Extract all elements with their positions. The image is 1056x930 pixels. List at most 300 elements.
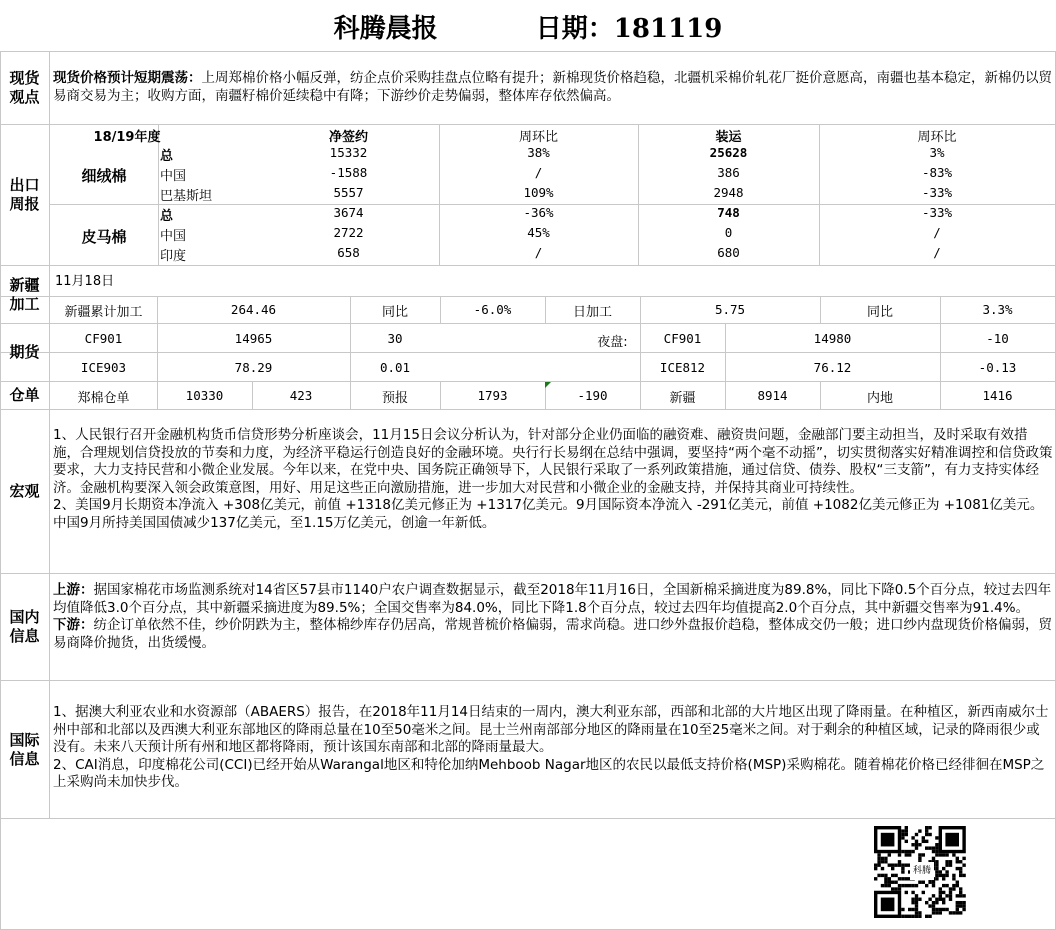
qr-module [932, 846, 935, 849]
qr-module [911, 908, 914, 911]
export-cell-net-wow: 45% [527, 225, 550, 240]
domestic-upstream [53, 582, 1053, 617]
qr-module [898, 877, 901, 880]
qr-module [962, 857, 965, 860]
qr-module [939, 853, 942, 856]
qr-module [956, 881, 959, 884]
section-futures-label: 期货 [9, 343, 40, 361]
qr-module [952, 877, 955, 880]
qr-module [939, 891, 942, 894]
section-xinjiang [0, 266, 49, 323]
forecast-change: -190 [577, 388, 608, 403]
qr-module [959, 904, 962, 907]
qr-module [915, 904, 918, 907]
export-cell-net-wow: / [534, 165, 543, 180]
qr-module [956, 857, 959, 860]
qr-module [891, 863, 894, 866]
xinjiang-daily-value: 5.75 [714, 302, 746, 317]
qr-module [956, 911, 959, 914]
qr-module [905, 853, 908, 856]
section-spot [0, 52, 49, 124]
qr-module [898, 860, 901, 863]
qr-module [939, 898, 942, 901]
qr-module [905, 877, 908, 880]
domestic-text [53, 582, 1053, 652]
qr-module [881, 884, 884, 887]
export-cell-ship-wow: -83% [921, 165, 953, 180]
qr-module [928, 833, 931, 836]
qr-module [898, 887, 901, 890]
qr-module [901, 867, 904, 870]
qr-module [956, 908, 959, 911]
futures-cell-d2: -0.13 [978, 360, 1017, 375]
qr-module [915, 911, 918, 914]
section-export [0, 125, 49, 265]
export-cell-ship: 2948 [713, 185, 744, 200]
qr-module [945, 908, 948, 911]
qr-module [898, 884, 901, 887]
qr-module [956, 894, 959, 897]
qr-module [911, 850, 914, 853]
qr-module [935, 836, 938, 839]
qr-module [918, 881, 921, 884]
export-header-ship-wow: 周环比 [917, 130, 957, 145]
qr-module [874, 877, 877, 880]
export-cell-country: 印度 [160, 249, 187, 264]
qr-module [939, 887, 942, 890]
qr-module [911, 898, 914, 901]
futures-cell-d2: -10 [986, 331, 1009, 346]
qr-module [932, 850, 935, 853]
qr-module [942, 877, 945, 880]
section-export-label: 出口 周报 [9, 176, 40, 213]
qr-module [877, 857, 880, 860]
qr-module [915, 846, 918, 849]
qr-module [915, 915, 918, 918]
export-header-net-wow: 周环比 [518, 130, 558, 145]
qr-module [905, 891, 908, 894]
qr-module [945, 863, 948, 866]
qr-module [905, 850, 908, 853]
qr-module [945, 884, 948, 887]
qr-module [901, 877, 904, 880]
qr-module [935, 850, 938, 853]
qr-module [949, 887, 952, 890]
qr-module [884, 881, 887, 884]
macro-text [53, 427, 1053, 533]
qr-module [935, 877, 938, 880]
qr-module [949, 911, 952, 914]
qr-module [901, 908, 904, 911]
qr-module [925, 884, 928, 887]
qr-module [932, 908, 935, 911]
export-cell-ship: 680 [717, 245, 740, 260]
qr-module [932, 857, 935, 860]
qr-module [939, 874, 942, 877]
qr-module [881, 867, 884, 870]
qr-module [935, 843, 938, 846]
international-paragraph-1: 1、据澳大利亚农业和水资源部（ABAERS）报告，在2018年11月14日结束的一周内，澳大利亚东部，西部和北部的大片地区出现了降雨量。在种植区，新西南威尔士州中部和北部以及西澳大利亚东部地区的降雨总量在10至50毫米之间。昆士兰州南部部分地区的降雨量在10至25毫米之间。对于剩余的种植区域，记录的降雨很少或没有。未来八天预计所有州和地区都将降雨，预计该国东南部和北部的降雨量最大。 [53, 704, 1049, 756]
export-cell-net-wow: -36% [523, 205, 554, 220]
qr-module [945, 870, 948, 873]
spot-view-lead: 现货价格预计短期震荡： [53, 70, 202, 86]
group-name-upland: 细绒棉 [81, 167, 127, 185]
qr-module [894, 863, 897, 866]
futures-cell-c1: ICE903 [80, 360, 127, 375]
qr-module [945, 874, 948, 877]
qr-module [918, 857, 921, 860]
qr-module [877, 853, 880, 856]
section-warehouse [0, 382, 49, 409]
xinjiang-cum-value: 264.46 [230, 302, 277, 317]
futures-cell-d1: 30 [387, 331, 403, 346]
qr-module [952, 887, 955, 890]
qr-module [898, 863, 901, 866]
qr-module [918, 915, 921, 918]
qr-module [949, 891, 952, 894]
qr-module [935, 874, 938, 877]
qr-module [905, 915, 908, 918]
qr-module [949, 863, 952, 866]
section-domestic-label: 国内 信息 [9, 608, 40, 645]
qr-module [932, 884, 935, 887]
qr-module [959, 894, 962, 897]
forecast-value: 1793 [477, 388, 508, 403]
qr-module [918, 829, 921, 832]
qr-module [935, 870, 938, 873]
qr-module [928, 826, 931, 829]
qr-module [952, 853, 955, 856]
qr-module [922, 853, 925, 856]
qr-module [915, 898, 918, 901]
qr-module [915, 908, 918, 911]
qr-module [888, 863, 891, 866]
futures-cell-p1: 78.29 [234, 360, 273, 375]
qr-module [911, 901, 914, 904]
futures-cell-p2: 14980 [813, 331, 852, 346]
qr-module [918, 853, 921, 856]
qr-module [911, 843, 914, 846]
qr-module [928, 915, 931, 918]
qr-module [932, 904, 935, 907]
qr-module [939, 894, 942, 897]
qr-module [959, 870, 962, 873]
qr-module [888, 853, 891, 856]
qr-module [891, 881, 894, 884]
xinjiang-receipt-value: 8914 [757, 388, 788, 403]
international-text [53, 704, 1053, 792]
qr-module [905, 833, 908, 836]
qr-module [935, 911, 938, 914]
futures-cell-c2: CF901 [663, 331, 702, 346]
qr-module [884, 860, 887, 863]
qr-module [905, 829, 908, 832]
export-cell-ship-wow: / [933, 225, 941, 240]
qr-module [905, 826, 908, 829]
qr-module [884, 857, 887, 860]
qr-module [959, 911, 962, 914]
qr-module [905, 840, 908, 843]
xinjiang-receipt-label: 新疆 [669, 391, 696, 406]
export-cell-country: 总 [160, 209, 174, 224]
qr-module [888, 881, 891, 884]
qr-module [905, 884, 908, 887]
downstream-text: 纺企订单依然不佳，纱价阴跌为主，整体棉纱库存仍居高，常规普梳价格偏弱，需求尚稳。进口纱外盘报价趋稳，整体成交仍一般；进口纱内盘现货价格偏弱，贸易商降价抛货，出货缓慢。 [53, 617, 1052, 651]
inland-receipt-label: 内地 [866, 391, 893, 406]
qr-module [908, 850, 911, 853]
export-cell-net: -1588 [329, 165, 368, 180]
qr-module [881, 857, 884, 860]
qr-module [915, 840, 918, 843]
qr-module [949, 898, 952, 901]
qr-module [901, 850, 904, 853]
section-domestic [0, 574, 49, 680]
qr-module [874, 867, 877, 870]
qr-module [932, 901, 935, 904]
qr-module [942, 891, 945, 894]
qr-module [956, 904, 959, 907]
qr-module [942, 901, 945, 904]
qr-module [932, 881, 935, 884]
qr-module [877, 874, 880, 877]
qr-module [935, 853, 938, 856]
qr-module [942, 884, 945, 887]
xinjiang-daily-yoy-value: 3.3% [982, 302, 1013, 317]
qr-module [935, 863, 938, 866]
futures-cell-p1: 14965 [234, 331, 273, 346]
qr-module [918, 898, 921, 901]
qr-module [881, 860, 884, 863]
qr-module [877, 860, 880, 863]
export-header-ship: 装运 [715, 130, 742, 145]
export-cell-ship-wow: -33% [921, 185, 953, 200]
report-title [0, 8, 1056, 45]
qr-module [881, 898, 895, 912]
qr-module [949, 894, 952, 897]
qr-module [942, 874, 945, 877]
qr-module [874, 863, 877, 866]
qr-module [925, 829, 928, 832]
section-macro [0, 410, 49, 573]
qr-module [935, 901, 938, 904]
qr-module [898, 853, 901, 856]
qr-module [962, 904, 965, 907]
qr-module [884, 877, 887, 880]
qr-module [945, 853, 948, 856]
qr-module [894, 874, 897, 877]
futures-cell-c2: ICE812 [659, 360, 706, 375]
export-cell-net: 5557 [333, 185, 364, 200]
export-cell-net-wow: / [534, 245, 543, 260]
qr-module [911, 891, 914, 894]
export-cell-net: 2722 [333, 225, 364, 240]
qr-module [945, 833, 959, 847]
xinjiang-yoy-label: 同比 [381, 305, 408, 320]
qr-module [901, 833, 904, 836]
qr-module [925, 833, 928, 836]
xinjiang-yoy-value: -6.0% [473, 302, 512, 317]
qr-module [939, 908, 942, 911]
macro-paragraph-1: 1、人民银行召开金融机构货币信贷形势分析座谈会，11月15日会议分析认为，针对部分企业仍面临的融资难、融资贵问题，金融部门要主动担当，及时采取有效措施，合理规划信贷投放的节奏和力度，为经济平稳运行创造良好的金融环境。央行行长易纲在总结中强调，要坚持“两个毫不动摇”，切实贯彻落实好精准调控和信贷政策要求，大力支持民营和小微企业发展。今年以来，在党中央、国务院正确领导下，人民银行采取了一系列政策措施，通过信贷、债券、股权“三支箭”，有力支持实体经济。金融机构要深入领会政策意图，用好、用足这些正向激励措施，进一步加大对民营和小微企业的金融支持，并保持其商业可持续性。 [53, 427, 1053, 496]
qr-module [945, 894, 948, 897]
export-cell-ship: 0 [724, 225, 733, 240]
qr-module [925, 840, 928, 843]
qr-module [922, 891, 925, 894]
xinjiang-cum-label: 新疆累计加工 [64, 305, 143, 320]
qr-module [959, 887, 962, 890]
qr-module [928, 904, 931, 907]
export-cell-net: 658 [337, 245, 360, 260]
qr-module [942, 867, 945, 870]
qr-module [901, 863, 904, 866]
qr-module [915, 894, 918, 897]
qr-module [959, 901, 962, 904]
qr-module [939, 870, 942, 873]
qr-module [922, 881, 925, 884]
qr-module [901, 884, 904, 887]
export-header-net: 净签约 [328, 130, 368, 145]
qr-module [935, 867, 938, 870]
export-cell-net-wow: 38% [527, 145, 550, 160]
qr-module [962, 863, 965, 866]
qr-module [901, 915, 904, 918]
qr-module [918, 911, 921, 914]
qr-module [901, 829, 904, 832]
qr-module [911, 836, 914, 839]
qr-module [922, 840, 925, 843]
qr-module [959, 867, 962, 870]
section-spot-label: 现货 观点 [9, 69, 40, 106]
qr-module [962, 901, 965, 904]
qr-module [956, 884, 959, 887]
export-cell-country: 总 [160, 149, 174, 164]
qr-module [881, 833, 895, 847]
export-cell-ship: 748 [717, 205, 740, 220]
macro-paragraph-2: 2、美国9月长期资本净流入 +308亿美元，前值 +1318亿美元修正为 +1317亿美元。9月国际资本净流入 -291亿美元，前值 +1082亿美元修正为 +1081亿美元。中国9月所持美国国债减少137亿美元，至1.15万亿美元，创逾一年新低。 [53, 497, 1044, 531]
qr-module [908, 908, 911, 911]
xinjiang-date: 11月18日 [55, 274, 115, 289]
export-cell-country: 巴基斯坦 [160, 189, 213, 204]
qr-module [962, 894, 965, 897]
warehouse-value: 10330 [185, 388, 224, 403]
downstream-label: 下游： [53, 617, 94, 634]
qr-logo-caption: 科腾 [910, 862, 934, 880]
export-cell-ship: 25628 [709, 145, 748, 160]
qr-module [935, 898, 938, 901]
qr-module [925, 915, 928, 918]
qr-module [942, 908, 945, 911]
futures-cell-c1: CF901 [84, 331, 123, 346]
qr-module [952, 874, 955, 877]
warehouse-change: 423 [289, 388, 313, 403]
qr-module [949, 860, 952, 863]
export-cell-ship-wow: / [933, 245, 941, 260]
export-cell-net: 3674 [333, 205, 364, 220]
qr-module [915, 901, 918, 904]
title-text: 科腾晨报 [333, 14, 438, 44]
qr-module [884, 884, 887, 887]
forecast-label: 预报 [381, 391, 408, 406]
futures-cell-p2: 76.12 [813, 360, 852, 375]
qr-module [908, 884, 911, 887]
qr-module [945, 860, 948, 863]
inland-receipt-value: 1416 [982, 388, 1013, 403]
qr-module [908, 853, 911, 856]
xinjiang-daily-label: 日加工 [572, 305, 612, 320]
qr-module [891, 867, 894, 870]
qr-module [956, 867, 959, 870]
qr-module [956, 901, 959, 904]
qr-module [877, 863, 880, 866]
qr-module [891, 887, 894, 890]
qr-module [925, 826, 928, 829]
qr-module [962, 874, 965, 877]
export-cell-net-wow: 109% [523, 185, 554, 200]
qr-module [891, 874, 894, 877]
section-international [0, 681, 49, 818]
qr-module [942, 898, 945, 901]
qr-module [915, 843, 918, 846]
qr-module [932, 894, 935, 897]
export-cell-country: 中国 [160, 169, 187, 184]
qr-module [915, 884, 918, 887]
qr-module [894, 881, 897, 884]
qr-module [901, 836, 904, 839]
export-cell-net: 15332 [329, 145, 368, 160]
qr-module [935, 860, 938, 863]
qr-module [959, 860, 962, 863]
domestic-downstream [53, 617, 1053, 652]
group-name-pima: 皮马棉 [81, 228, 127, 246]
qr-module [894, 887, 897, 890]
qr-module [956, 860, 959, 863]
qr-module [915, 833, 918, 836]
qr-module [884, 874, 887, 877]
qr-module [935, 908, 938, 911]
futures-cell-d1: 0.01 [379, 360, 411, 375]
section-xinjiang-label: 新疆 加工 [9, 275, 40, 313]
qr-module [911, 884, 914, 887]
qr-module [881, 874, 884, 877]
export-cell-ship: 386 [717, 165, 740, 180]
qr-module [935, 846, 938, 849]
qr-module [925, 901, 928, 904]
qr-module [959, 874, 962, 877]
qr-module [942, 853, 945, 856]
spot-view-body: 上周郑棉价格小幅反弹，纺企点价采购挂盘点位略有提升；新棉现货价格趋稳，北疆机采棉价轧花厂挺价意愿高，南疆也基本稳定，新棉仍以贸易商交易为主；收购方面，南疆籽棉价延续稳中有降；下游纱价走势偏弱，整体库存依然偏高。 [53, 70, 1052, 104]
upstream-label: 上游： [53, 582, 94, 598]
qr-module [932, 911, 935, 914]
spot-view-text [53, 70, 1053, 105]
qr-module [905, 863, 908, 866]
section-futures [0, 324, 49, 381]
qr-module [922, 836, 925, 839]
international-paragraph-2: 2、CAI消息，印度棉花公司(CCI)已经开始从Warangal地区和特伦加纳Mehboob Nagar地区的农民以最低支持价格(MSP)采购棉花。随着棉花价格已经徘徊在MSP之上采购尚未加快步伐。 [53, 756, 1045, 791]
upstream-text: 据国家棉花市场监测系统对14省区57县市1140户农户调查数据显示，截至2018年11月16日，全国新棉采摘进度为89.8%，同比下降0.5个百分点，较过去四年均值降低3.0个百分点，其中新疆采摘进度为89.5%；全国交售率为84.0%，同比下降1.8个百分点，较过去四年均值提高2.0个百分点，其中新疆交售率为91.4%。 [53, 582, 1052, 616]
export-cell-country: 中国 [160, 229, 187, 244]
qr-module [928, 846, 931, 849]
qr-module [888, 877, 891, 880]
warehouse-label: 郑棉仓单 [77, 391, 130, 406]
section-international-label: 国际 信息 [9, 730, 40, 768]
qr-module [939, 911, 942, 914]
qr-module [962, 908, 965, 911]
export-header-year: 18/19年度 [93, 130, 161, 145]
qr-module [952, 911, 955, 914]
section-macro-label: 宏观 [9, 482, 40, 500]
section-warehouse-label: 仓单 [9, 386, 40, 404]
xinjiang-daily-yoy-label: 同比 [866, 305, 893, 320]
